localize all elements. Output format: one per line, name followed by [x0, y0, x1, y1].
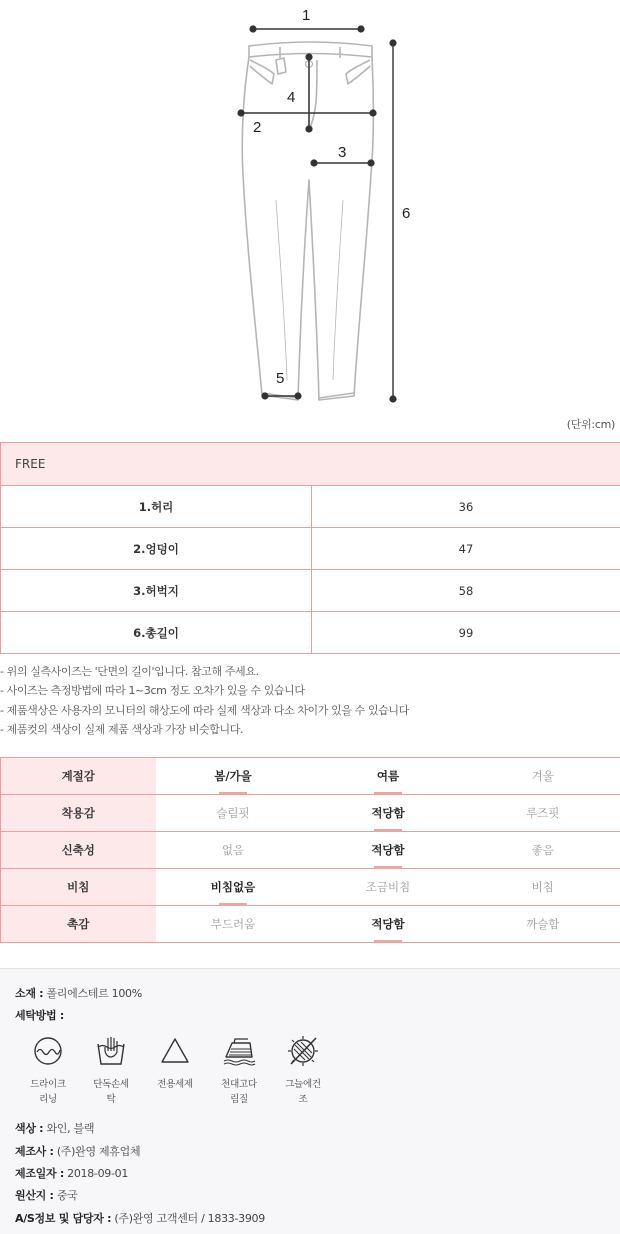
size-label: 2.엉덩이 [1, 528, 312, 570]
attribute-option-selected: 적당함 [311, 906, 466, 943]
as-line [15, 1210, 265, 1226]
care-caption: 단독손세 탁 [93, 1079, 129, 1105]
measure-label-1: 1 [302, 7, 311, 24]
measure-label-6: 6 [402, 205, 411, 222]
attribute-option-selected: 봄/가을 [156, 758, 311, 795]
material-value: 폴리에스테르 100% [46, 987, 142, 1000]
attribute-option-selected: 적당함 [311, 795, 466, 832]
color-line [15, 1120, 94, 1136]
unit-label: (단위:cm) [566, 418, 615, 431]
maker-label: 제조사 : [15, 1145, 54, 1158]
attribute-row [1, 906, 620, 943]
attribute-option: 까슬함 [466, 906, 620, 943]
note-line: - 제품색상은 사용자의 모니터의 해상도에 따라 실제 색상과 다소 차이가 있을 수 있습니다 [0, 703, 409, 717]
attribute-option: 비침 [466, 869, 620, 906]
size-label: 6.총길이 [1, 612, 312, 654]
color-label: 색상 : [15, 1122, 44, 1135]
table-row [1, 612, 620, 654]
attribute-option: 루즈핏 [466, 795, 620, 832]
care-caption: 전용세제 [157, 1079, 193, 1090]
origin-value: 중국 [56, 1189, 78, 1202]
date-label: 제조일자 : [15, 1167, 64, 1180]
origin-line [15, 1187, 77, 1203]
size-value: 47 [312, 528, 620, 570]
measure-label-4: 4 [287, 89, 296, 106]
shade-dry-icon [287, 1035, 319, 1067]
care-iron [206, 1035, 272, 1107]
care-detergent [142, 1035, 208, 1092]
as-value: (주)완영 고객센터 / 1833-3909 [114, 1212, 265, 1225]
attribute-row [1, 832, 620, 869]
hand-wash-icon [95, 1035, 127, 1067]
attribute-option: 슬림핏 [156, 795, 311, 832]
wash-label: 세탁방법 : [15, 1009, 64, 1022]
care-shade-dry [270, 1035, 336, 1107]
attribute-row [1, 869, 620, 906]
care-hand-wash [78, 1035, 144, 1107]
size-header: FREE [1, 443, 620, 486]
care-dry-clean [15, 1035, 81, 1107]
care-caption: 천대고다 림질 [221, 1079, 257, 1105]
attribute-table [0, 757, 620, 943]
attribute-option-selected: 여름 [311, 758, 466, 795]
date-value: 2018-09-01 [67, 1167, 129, 1180]
note-line: - 제품컷의 색상이 실제 제품 색상과 가장 비슷합니다. [0, 723, 244, 737]
measure-label-2: 2 [253, 119, 262, 136]
measure-label-3: 3 [338, 144, 347, 161]
size-label: 1.허리 [1, 486, 312, 528]
size-table [0, 442, 620, 654]
size-label: 3.허벅지 [1, 570, 312, 612]
maker-line [15, 1143, 140, 1159]
note-line: - 사이즈는 측정방법에 따라 1~3cm 정도 오차가 있을 수 있습니다 [0, 684, 305, 698]
table-row [1, 486, 620, 528]
as-label: A/S정보 및 담당자 : [15, 1212, 112, 1225]
color-value: 와인, 블랙 [46, 1122, 95, 1135]
dry-clean-icon [32, 1035, 64, 1067]
attribute-name: 착용감 [1, 795, 156, 832]
iron-with-cloth-icon [222, 1035, 256, 1067]
size-value: 36 [312, 486, 620, 528]
size-notes [0, 662, 620, 740]
attribute-row [1, 795, 620, 832]
attribute-option: 겨울 [466, 758, 620, 795]
note-line: - 위의 실측사이즈는 '단면의 길이'입니다. 참고해 주세요. [0, 665, 259, 678]
attribute-option: 조금비침 [311, 869, 466, 906]
attribute-option-selected: 적당함 [311, 832, 466, 869]
wash-line [15, 1007, 64, 1023]
attribute-name: 신축성 [1, 832, 156, 869]
origin-label: 원산지 : [15, 1189, 54, 1202]
attribute-option: 부드러움 [156, 906, 311, 943]
attribute-option: 없음 [156, 832, 311, 869]
material-label: 소재 : [15, 987, 44, 1000]
table-row [1, 528, 620, 570]
size-value: 58 [312, 570, 620, 612]
size-value: 99 [312, 612, 620, 654]
measure-label-5: 5 [276, 370, 285, 387]
attribute-name: 비침 [1, 869, 156, 906]
material-line [15, 985, 142, 1001]
date-line [15, 1165, 128, 1181]
table-row [1, 570, 620, 612]
care-caption: 그늘에건 조 [285, 1079, 321, 1105]
care-caption: 드라이크 리닝 [30, 1079, 66, 1105]
attribute-option-selected: 비침없음 [156, 869, 311, 906]
product-info [0, 968, 620, 1234]
attribute-name: 계절감 [1, 758, 156, 795]
attribute-option: 좋음 [466, 832, 620, 869]
attribute-name: 촉감 [1, 906, 156, 943]
maker-value: (주)완영 제휴업체 [56, 1145, 141, 1158]
detergent-triangle-icon [159, 1035, 191, 1067]
pants-illustration [0, 0, 620, 440]
size-diagram [0, 0, 620, 440]
attribute-row [1, 758, 620, 795]
